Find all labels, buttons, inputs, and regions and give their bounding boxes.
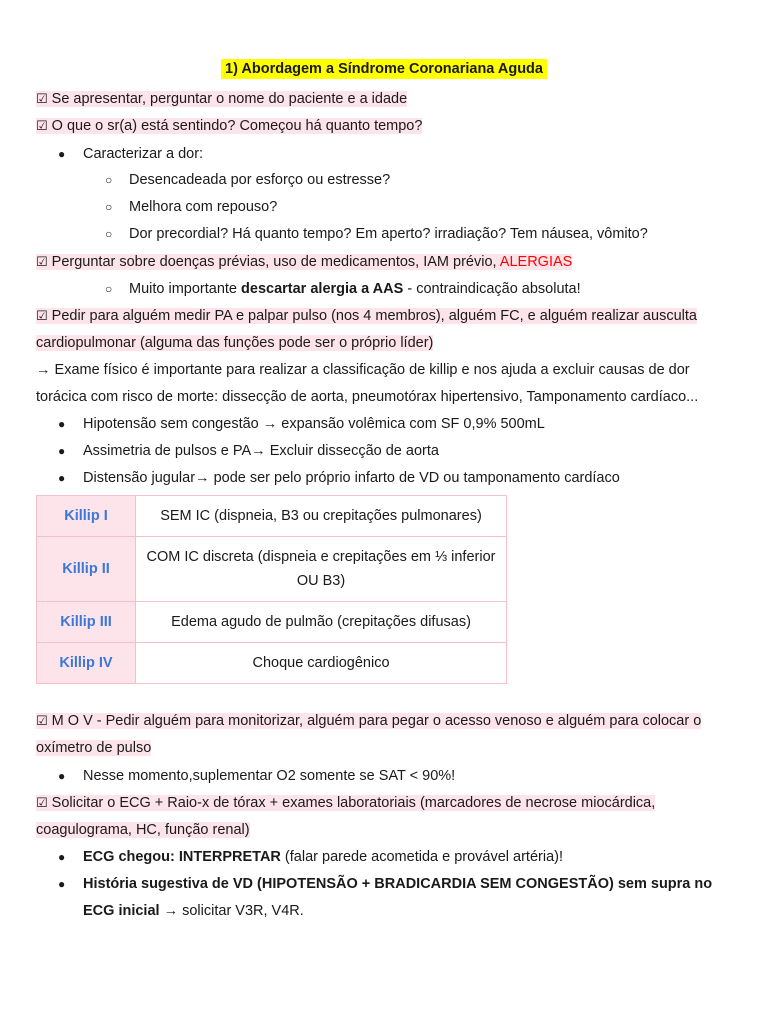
allergies-highlight: ALERGIAS (499, 254, 573, 270)
list-item-continuation (83, 898, 304, 925)
sub-list-item-text: - contraindicação absoluta! (403, 281, 581, 297)
sub-list-item-text: Muito importante (129, 281, 242, 297)
list-item (58, 411, 545, 438)
step-vitals-text: Pedir para alguém medir PA e palpar pulso (nos 4 membros), alguém FC, e alguém realizar ausculta cardiopulmonar (alguma das funções pode ser o próprio líder) (36, 308, 697, 351)
bullet-icon: ● (58, 444, 66, 458)
killip-description: Edema agudo de pulmão (crepitações difusas) (136, 602, 507, 643)
sub-list-item (105, 194, 277, 221)
sub-list-item (105, 167, 390, 194)
sub-list-item-text: Desencadeada por esforço ou estresse? (129, 172, 391, 188)
title-row (0, 61, 768, 77)
list-item-text: Nesse momento,suplementar O2 somente se SAT < 90%! (83, 768, 456, 784)
list-item (58, 763, 455, 790)
step-presentation-text: Se apresentar, perguntar o nome do paciente e a idade (51, 91, 408, 107)
killip-label: Killip IV (37, 643, 136, 684)
circle-bullet-icon: ○ (105, 173, 113, 187)
step-ecg (36, 790, 708, 844)
bullet-icon: ● (58, 471, 66, 485)
ecg-initial-bold: ECG inicial (83, 903, 160, 919)
bullet-icon: ● (58, 850, 66, 864)
bullet-icon: ● (58, 769, 66, 783)
checkbox-icon: ☑ (36, 119, 48, 134)
aas-warning: descartar alergia a AAS (241, 281, 404, 297)
step-ecg-text: Solicitar o ECG + Raio-x de tórax + exames laboratoriais (marcadores de necrose miocárdica, coagulograma, HC, função renal) (36, 795, 656, 838)
checkbox-icon: ☑ (36, 255, 48, 270)
circle-bullet-icon: ○ (105, 200, 113, 214)
step-history-text: Perguntar sobre doenças prévias, uso de medicamentos, IAM prévio, (51, 254, 500, 270)
sub-list-item-text: Dor precordial? Há quanto tempo? Em aperto? irradiação? Tem náusea, vômito? (129, 226, 648, 242)
step-presentation (36, 86, 407, 113)
list-item-text: Assimetria de pulsos e PA→ Excluir dissecção de aorta (83, 443, 439, 459)
list-item-text: (falar parede acometida e provável artéria)! (280, 849, 563, 865)
killip-label: Killip I (37, 496, 136, 537)
killip-label: Killip III (37, 602, 136, 643)
step-mov (36, 708, 708, 762)
circle-bullet-icon: ○ (105, 282, 113, 296)
sub-list-item (105, 276, 581, 303)
bullet-icon: ● (58, 877, 66, 891)
step-vitals (36, 303, 708, 357)
ecg-interpret-bold: ECG chegou: INTERPRETAR (83, 849, 281, 865)
circle-bullet-icon: ○ (105, 227, 113, 241)
exam-paragraph-line-2: torácica com risco de morte: dissecção de aorta, pneumotórax hipertensivo, Tamponamento cardíaco... (36, 389, 699, 405)
vd-history-bold: História sugestiva de VD (HIPOTENSÃO + BRADICARDIA SEM CONGESTÃO) sem supra no (83, 876, 713, 892)
list-item-text: Hipotensão sem congestão → expansão volêmica com SF 0,9% 500mL (83, 416, 545, 432)
killip-description: COM IC discreta (dispneia e crepitações em ⅓ inferior OU B3) (136, 537, 507, 602)
step-complaint (36, 113, 422, 140)
exam-paragraph-line-1: → Exame físico é importante para realizar a classificação de killip e nos ajuda a excluir causas de dor (36, 362, 690, 378)
list-item-text: → solicitar V3R, V4R. (159, 903, 304, 919)
list-item-text: Distensão jugular→ pode ser pelo próprio infarto de VD ou tamponamento cardíaco (83, 470, 620, 486)
killip-description: Choque cardiogênico (136, 643, 507, 684)
list-item (58, 465, 620, 492)
bullet-icon: ● (58, 147, 66, 161)
table-row (37, 537, 507, 602)
list-item (58, 438, 439, 465)
checkbox-icon: ☑ (36, 309, 48, 324)
checkbox-icon: ☑ (36, 796, 48, 811)
checkbox-icon: ☑ (36, 92, 48, 107)
table-row (37, 602, 507, 643)
list-item (58, 871, 712, 898)
list-item-text: Caracterizar a dor: (83, 146, 204, 162)
table-row (37, 496, 507, 537)
table-row (37, 643, 507, 684)
checkbox-icon: ☑ (36, 714, 48, 729)
sub-list-item-text: Melhora com repouso? (129, 199, 278, 215)
list-item (58, 141, 203, 168)
killip-table (36, 495, 507, 684)
bullet-icon: ● (58, 417, 66, 431)
step-history (36, 249, 572, 276)
sub-list-item (105, 221, 648, 248)
step-complaint-text: O que o sr(a) está sentindo? Começou há quanto tempo? (51, 118, 423, 134)
killip-label: Killip II (37, 537, 136, 602)
list-item (58, 844, 563, 871)
page-title: 1) Abordagem a Síndrome Coronariana Aguda (221, 59, 547, 79)
step-mov-text: M O V - Pedir alguém para monitorizar, alguém para pegar o acesso venoso e alguém para colocar o oxímetro de pulso (36, 713, 702, 756)
killip-description: SEM IC (dispneia, B3 ou crepitações pulmonares) (136, 496, 507, 537)
